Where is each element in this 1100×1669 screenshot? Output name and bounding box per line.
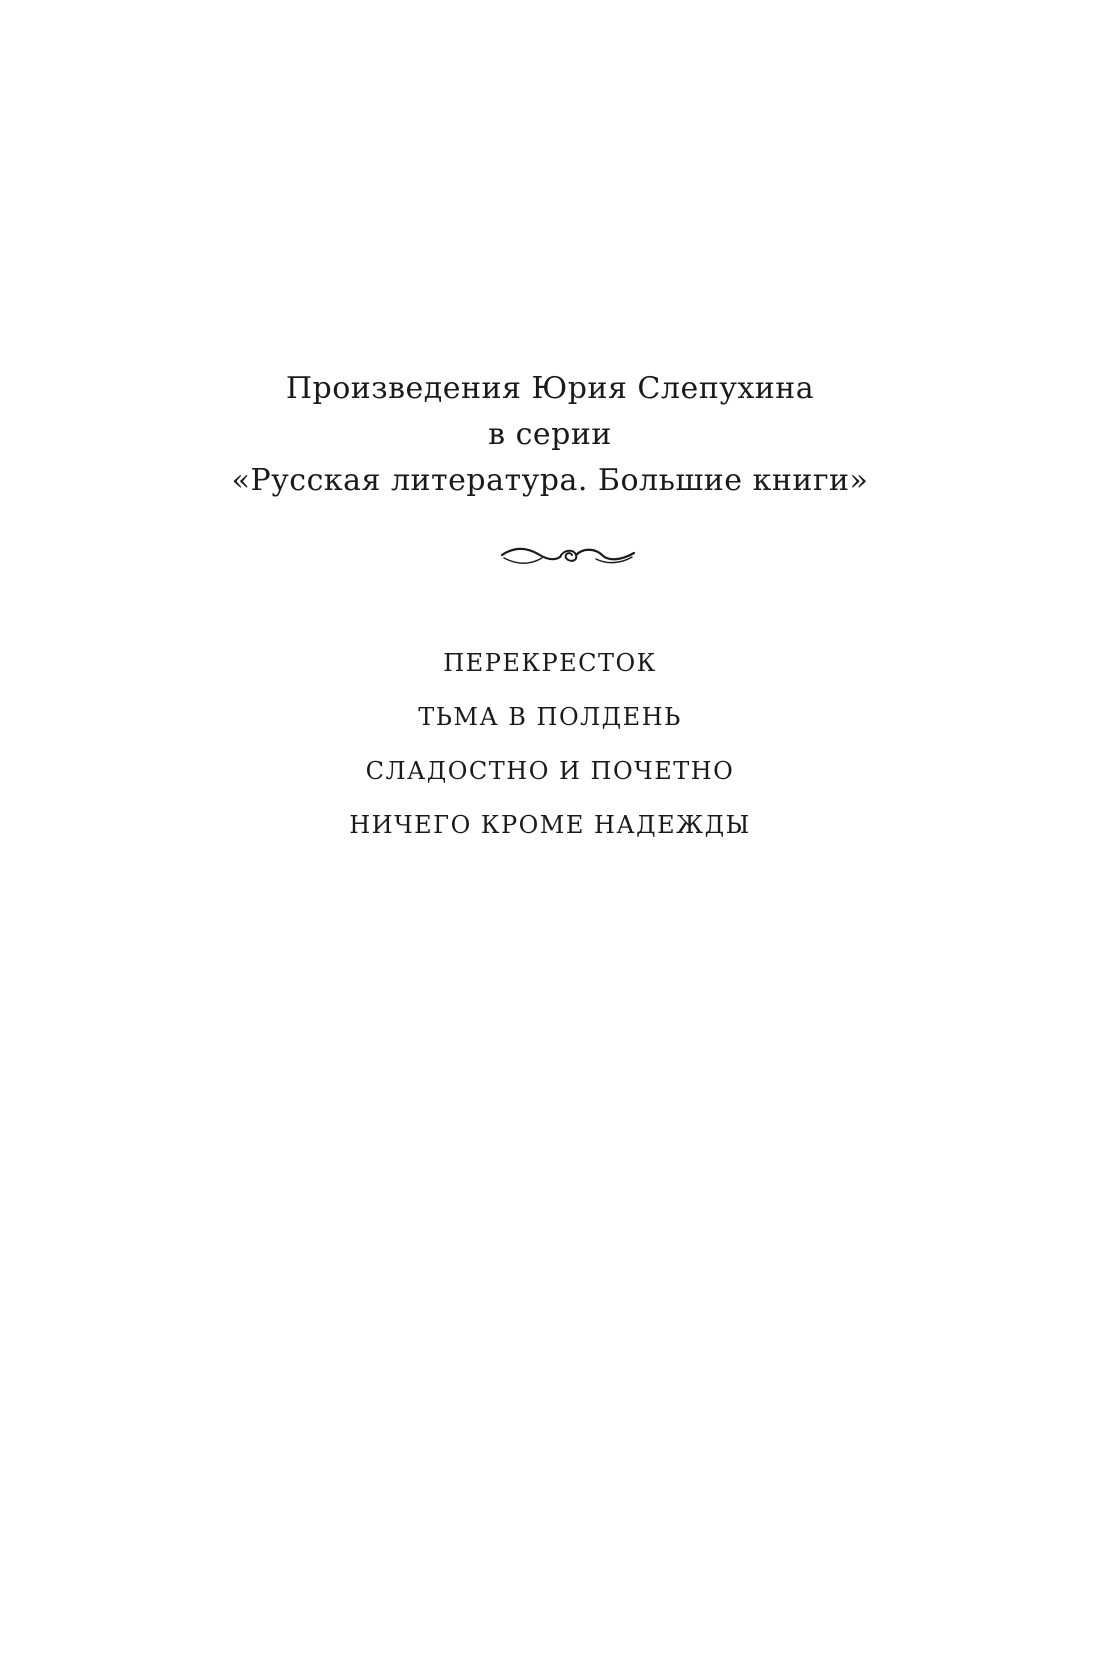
series-heading (0, 366, 1100, 504)
list-item-work: ТЬМА В ПОЛДЕНЬ (418, 703, 682, 731)
list-item-work: ПЕРЕКРЕСТОК (443, 649, 657, 677)
works-list (0, 636, 1100, 852)
heading-line-series-intro: в серии (488, 417, 612, 452)
heading-line-author: Произведения Юрия Слепухина (285, 371, 815, 406)
list-item-work: НИЧЕГО КРОМЕ НАДЕЖДЫ (349, 811, 751, 839)
heading-line-series-name: «Русская литература. Большие книги» (231, 463, 869, 498)
flourish-ornament-icon (500, 543, 636, 569)
list-item-work: СЛАДОСТНО И ПОЧЕТНО (365, 757, 735, 785)
